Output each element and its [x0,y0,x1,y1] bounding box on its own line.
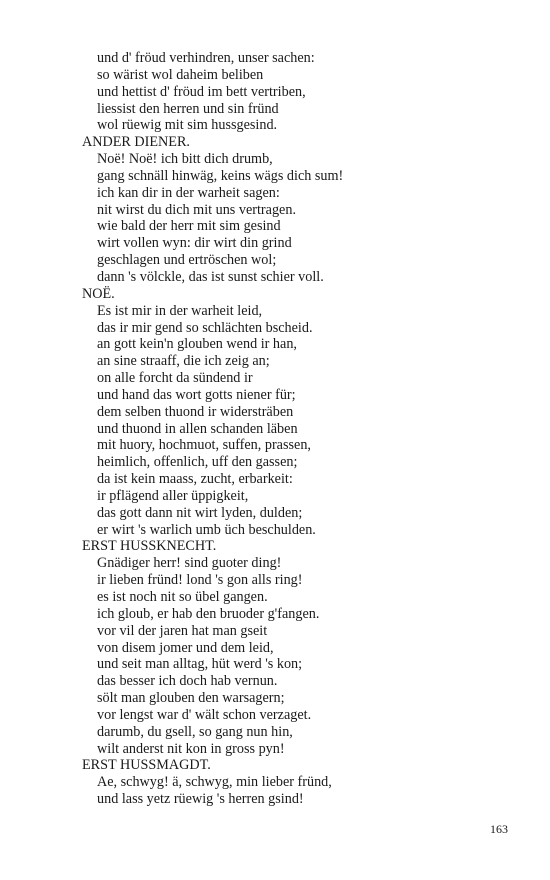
verse-line: ich kan dir in der warheit sagen: [97,184,280,201]
verse-line: wirt vollen wyn: dir wirt din grind [97,235,292,252]
verse-line: und hand das wort gotts niener für; [97,386,296,403]
verse-line: das besser ich doch hab vernun. [97,673,278,690]
verse-line: das ir mir gend so schlächten bscheid. [97,319,313,336]
verse-line: und d' fröud verhindren, unser sachen: [97,50,315,66]
verse-line: ir lieben fründ! lond 's gon alls ring! [97,572,303,589]
verse-line: und seit man alltag, hüt werd 's kon; [97,656,303,673]
verse-line: vor lengst war d' wält schon verzaget. [97,706,312,723]
verse-line: Noë! Noë! ich bitt dich drumb, [97,151,273,168]
verse-line: von disem jomer und dem leid, [97,639,274,656]
verse-line: Es ist mir in der warheit leid, [97,302,263,319]
verse-line: Ae, schwyg! ä, schwyg, min lieber fründ, [97,774,332,791]
verse-line: wilt anderst nit kon in gross pyn! [97,740,285,757]
verse-line: ich gloub, er hab den bruoder g'fangen. [97,605,320,622]
verse-line: an gott kein'n glouben wend ir han, [97,336,297,353]
verse-line: und hettist d' fröud im bett vertriben, [97,83,306,100]
verse-line: so wärist wol daheim beliben [97,66,264,83]
verse-line: vor vil der jaren hat man gseit [97,622,268,639]
speaker-heading: ERST HUSSKNECHT. [82,538,217,555]
verse-line: er wirt 's warlich umb üch beschulden. [97,521,316,538]
page-number: 163 [490,822,508,836]
verse-line: und lass yetz rüewig 's herren gsind! [97,791,304,808]
verse-line: gang schnäll hinwäg, keins wägs dich sum! [97,167,344,184]
verse-line: dem selben thuond ir widersträben [97,403,294,420]
verse-line: darumb, du gsell, so gang nun hin, [97,723,293,740]
verse-line: wie bald der herr mit sim gesind [97,218,281,235]
verse-line: da ist kein maass, zucht, erbarkeit: [97,471,293,488]
verse-line: wol rüewig mit sim hussgesind. [97,117,278,134]
verse-line: nit wirst du dich mit uns vertragen. [97,201,296,218]
verse-line: und thuond in allen schanden läben [97,420,298,437]
verse-line: mit huory, hochmuot, suffen, prassen, [97,437,311,454]
verse-line: Gnädiger herr! sind guoter ding! [97,555,282,572]
speaker-heading: ERST HUSSMAGDT. [82,757,211,774]
verse-line: ir pflägend aller üppigkeit, [97,487,249,504]
verse-line: on alle forcht da sündend ir [97,370,253,387]
verse-line: sölt man glouben den warsagern; [97,690,285,707]
verse-line: heimlich, offenlich, uff den gassen; [97,454,298,471]
speaker-heading: NOË. [82,285,115,302]
speaker-heading: ANDER DIENER. [82,134,190,151]
verse-line: das gott dann nit wirt lyden, dulden; [97,504,303,521]
verse-line: dann 's völckle, das ist sunst schier voll. [97,268,324,285]
page-text [82,50,522,808]
verse-line: an sine straaff, die ich zeig an; [97,353,270,370]
verse-line: liessist den herren und sin fründ [97,100,279,117]
verse-line: es ist noch nit so übel gangen. [97,589,268,605]
verse-line: geschlagen und ertröschen wol; [97,252,277,269]
